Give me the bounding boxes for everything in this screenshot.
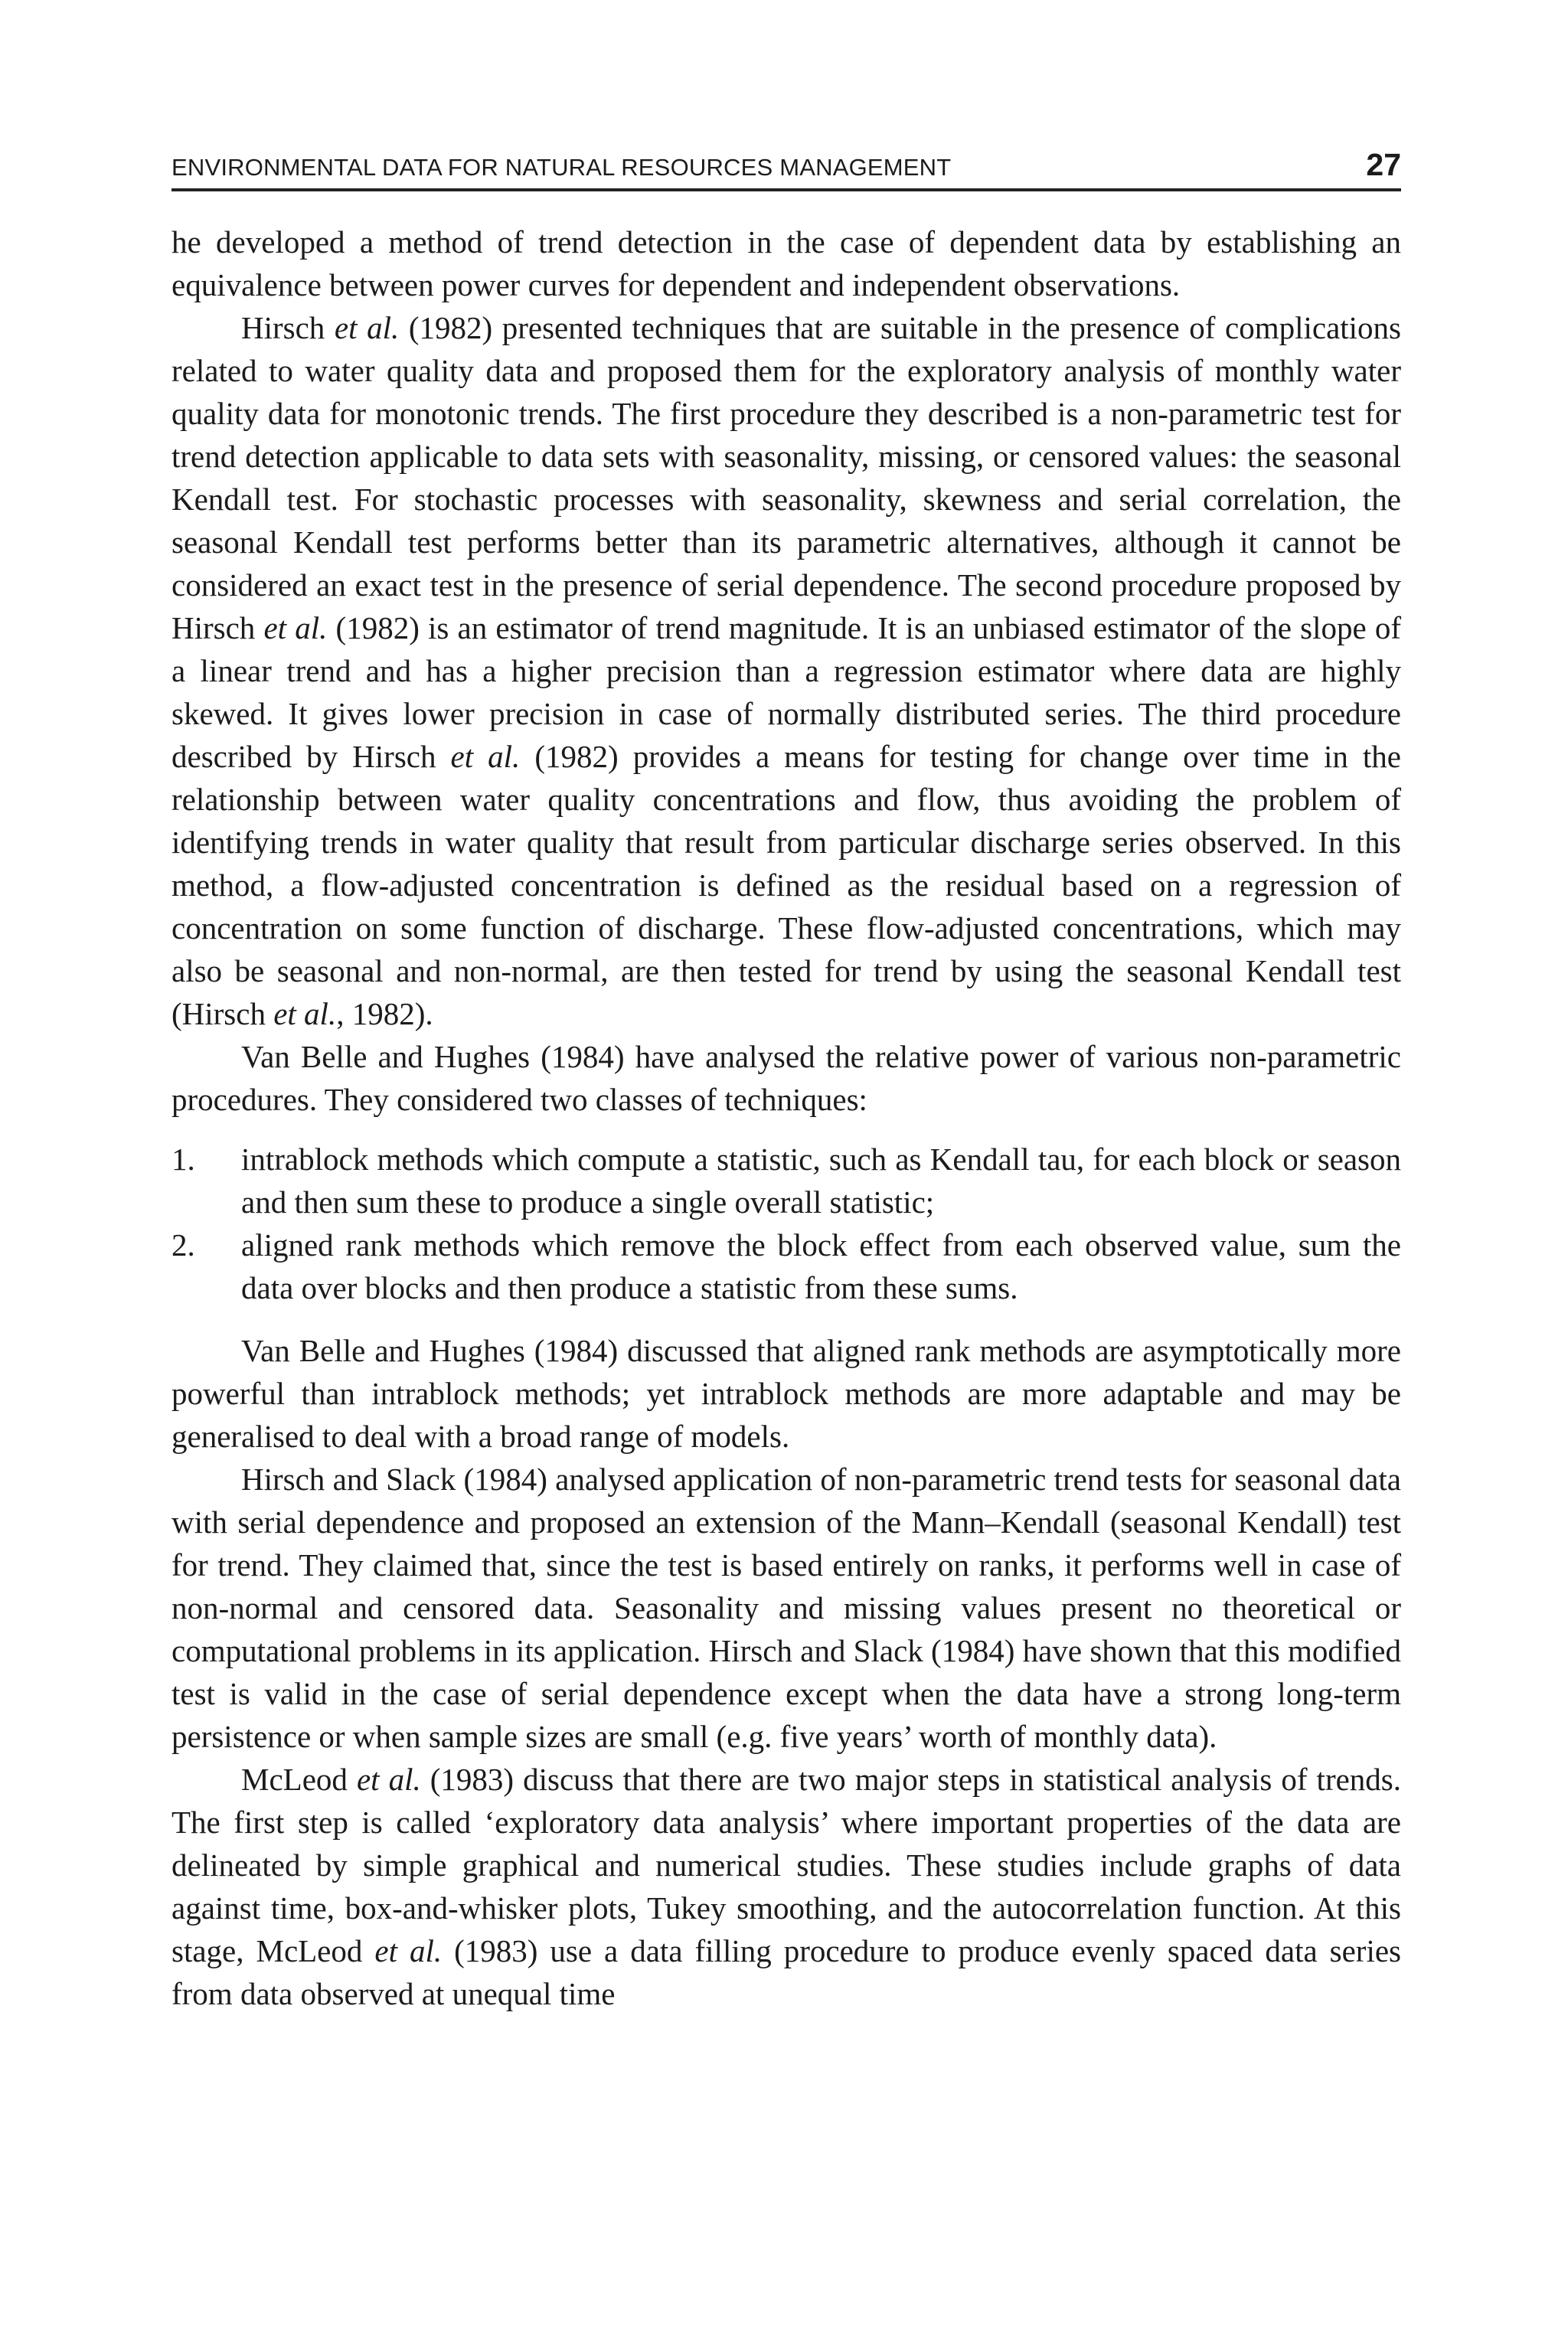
text-run: , 1982). [336, 996, 433, 1031]
text-run: (1983) use a data filling procedure to produce evenly spaced data series from data observed at unequal time [172, 1933, 1401, 2011]
list-item [172, 1138, 1401, 1223]
numbered-list [172, 1138, 1401, 1309]
paragraph-mcleod [172, 1758, 1401, 2015]
paragraph-hirsch-slack: Hirsch and Slack (1984) analysed application of non-parametric trend tests for seasonal data with serial dependence and proposed an extension of the Mann–Kendall (seasonal Kendall) test for trend. They claimed that, since the test is based entirely on ranks, it performs well in case of non-normal and censored data. Seasonality and missing values present no theoretical or computational problems in its application. Hirsch and Slack (1984) have shown that this modified test is valid in the case of serial dependence except when the data have a strong long-term persistence or when sample sizes are small (e.g. five years’ worth of monthly data). [172, 1462, 1401, 1754]
text-run: (1983) discuss that there are two major steps in statistical analysis of trends. The first step is called ‘exploratory data analysis’ where important properties of the data are delineated by simple graphical and numerical studies. These studies include graphs of data against time, box-and-whisker plots, Tukey smoothing, and the autocorrelation function. At this stage, McLeod [172, 1762, 1402, 1968]
citation-et-al: et al. [356, 1762, 421, 1797]
running-title: ENVIRONMENTAL DATA FOR NATURAL RESOURCES MANAGEMENT [172, 154, 952, 181]
citation-et-al: et al. [263, 610, 328, 645]
paragraph-continuation: he developed a method of trend detection in the case of dependent data by establishing an equivalence between power curves for dependent and independent observations. [172, 224, 1401, 302]
paragraph-hirsch-1982 [172, 306, 1401, 1035]
citation-et-al: et al. [450, 739, 521, 774]
list-number: 1. [172, 1142, 195, 1177]
text-run: (1982) presented techniques that are suitable in the presence of complications related to water quality data and proposed them for the exploratory analysis of monthly water quality data for monotonic trends. The first procedure they described is a non-parametric test for trend detection applicable to data sets with seasonality, missing, or censored values: the seasonal Kendall test. For stochastic processes with seasonality, skewness and serial correlation, the seasonal Kendall test performs better than its parametric alternatives, although it cannot be considered an exact test in the presence of serial dependence. The second procedure proposed by Hirsch [172, 310, 1402, 645]
paragraph-van-belle-discussion: Van Belle and Hughes (1984) discussed that aligned rank methods are asymptotically more powerful than intrablock methods; yet intrablock methods are more adaptable and may be generalised to deal with a broad range of models. [172, 1333, 1401, 1454]
book-page [172, 130, 1401, 2015]
text-run: McLeod [241, 1762, 357, 1797]
page-number: 27 [1366, 147, 1401, 182]
list-item [172, 1223, 1401, 1309]
text-run: (1982) provides a means for testing for change over time in the relationship between water quality concentrations and flow, thus avoiding the problem of identifying trends in water quality that result from particular discharge series observed. In this method, a flow-adjusted concentration is defined as the residual based on a regression of concentration on some function of discharge. These flow-adjusted concentrations, which may also be seasonal and non-normal, are then tested for trend by using the seasonal Kendall test (Hirsch [172, 739, 1401, 1031]
citation-et-al: et al. [273, 996, 337, 1031]
list-number: 2. [172, 1227, 195, 1263]
citation-et-al: et al. [374, 1933, 443, 1968]
citation-et-al: et al. [334, 310, 400, 345]
text-run: (1982) is an estimator of trend magnitude. It is an unbiased estimator of the slope of a linear trend and has a higher precision than a regression estimator where data are highly skewed. It gives lower precision in case of normally distributed series. The third procedure described by Hirsch [172, 610, 1402, 774]
body-text [172, 220, 1401, 2015]
list-text: intrablock methods which compute a statistic, such as Kendall tau, for each block or season and then sum these to produce a single overall statistic; [241, 1142, 1401, 1220]
text-run: Hirsch [241, 310, 335, 345]
paragraph-van-belle-intro: Van Belle and Hughes (1984) have analysed the relative power of various non-parametric procedures. They considered two classes of techniques: [172, 1039, 1401, 1117]
running-header [172, 130, 1401, 191]
list-text: aligned rank methods which remove the block effect from each observed value, sum the data over blocks and then produce a statistic from these sums. [241, 1227, 1401, 1305]
